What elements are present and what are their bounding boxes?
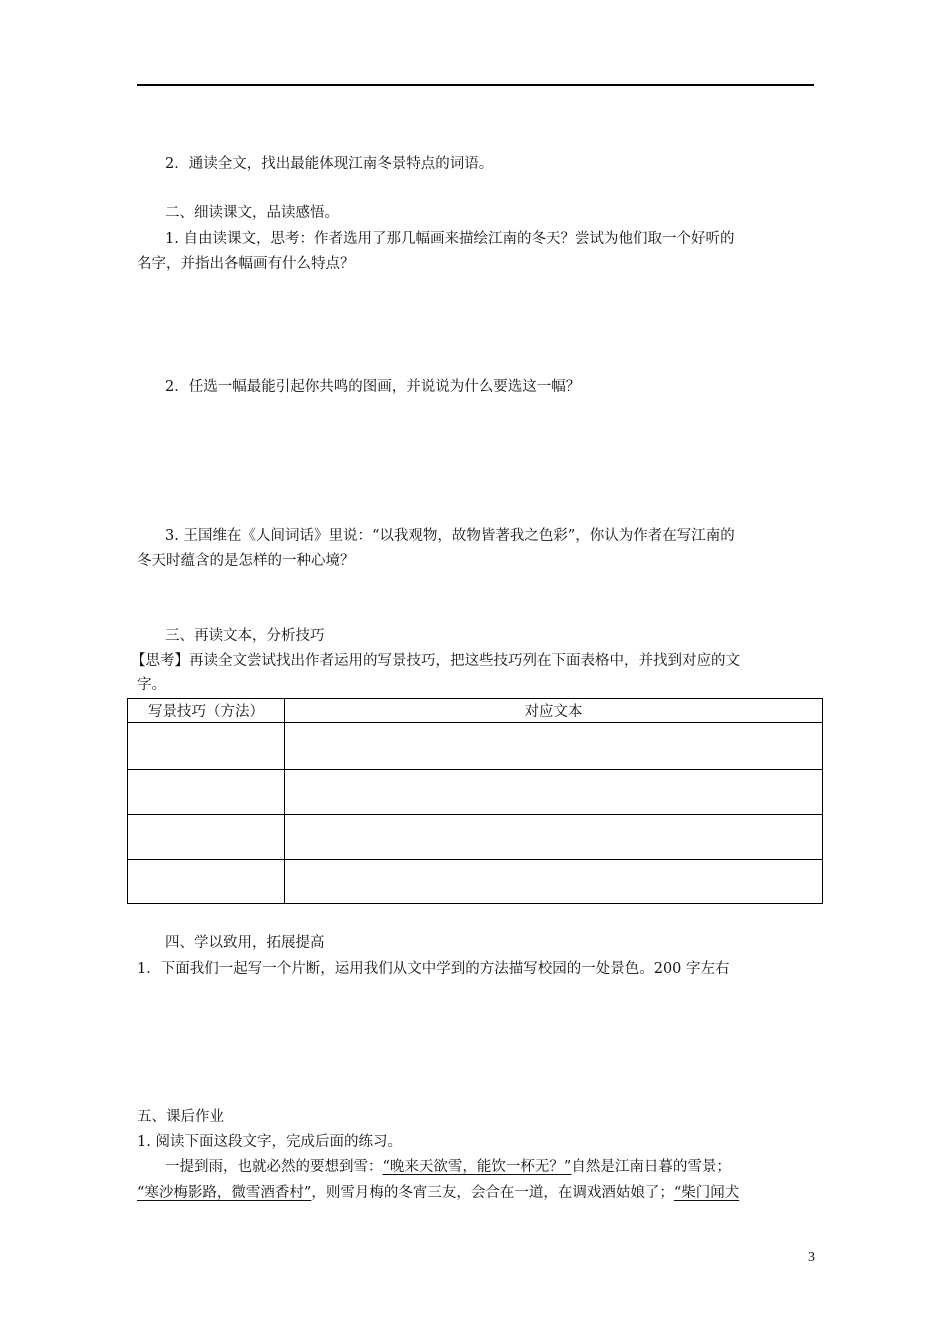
table-row	[128, 723, 823, 770]
page-number: 3	[808, 1250, 815, 1265]
section-3-heading: 三、再读文本，分析技巧	[165, 628, 325, 644]
technique-table	[127, 698, 823, 904]
think-prompt-line-2: 字。	[137, 677, 166, 693]
table-header-row	[128, 699, 823, 723]
table-cell-technique[interactable]	[128, 815, 285, 860]
section-2-question-3-line-2: 冬天时蕴含的是怎样的一种心境？	[137, 553, 355, 569]
section-2-question-2: 2．任选一幅最能引起你共鸣的图画，并说说为什么要选这一幅？	[165, 379, 581, 395]
table-cell-technique[interactable]	[128, 723, 285, 770]
table-row	[128, 815, 823, 860]
table-cell-text[interactable]	[285, 770, 823, 815]
section-5-question-1: 1. 阅读下面这段文字，完成后面的练习。	[137, 1134, 402, 1150]
section-2-question-1-line-1: 1. 自由读课文，思考：作者选用了那几幅画来描绘江南的冬天？尝试为他们取一个好听的	[165, 231, 735, 247]
table-cell-text[interactable]	[285, 860, 823, 904]
passage-quote-poem-3: “柴门闻犬	[673, 1185, 740, 1201]
section-2-question-3-line-1: 3. 王国维在《人间词话》里说：“以我观物，故物皆著我之色彩”，你认为作者在写江南的	[165, 528, 735, 544]
reading-passage-line-2	[137, 1184, 739, 1202]
section-2-heading: 二、细读课文，品读感悟。	[165, 205, 339, 221]
table-cell-text[interactable]	[285, 815, 823, 860]
passage-quote-poem-2: “寒沙梅影路，微雪酒香村”	[137, 1185, 312, 1201]
table-cell-technique[interactable]	[128, 770, 285, 815]
table-header-text: 对应文本	[285, 699, 823, 723]
header-rule	[137, 84, 814, 86]
table-row	[128, 860, 823, 904]
passage-quote-poem-1: “晚来天欲雪，能饮一杯无？”	[382, 1159, 572, 1175]
passage-text: 一提到雨，也就必然的要想到雪：	[165, 1159, 383, 1175]
section-4-question-1: 1．下面我们一起写一个片断，运用我们从文中学到的方法描写校园的一处景色。200 字左右	[137, 961, 730, 977]
passage-text: 自然是江南日暮的雪景；	[571, 1159, 731, 1175]
section-4-heading: 四、学以致用，拓展提高	[165, 935, 325, 951]
reading-passage-line-1	[165, 1158, 731, 1176]
think-prompt-line-1: 【思考】再读全文尝试找出作者运用的写景技巧，把这些技巧列在下面表格中，并找到对应的文	[131, 653, 740, 669]
passage-text: ，则雪月梅的冬宵三友，会合在一道，在调戏酒姑娘了；	[311, 1185, 674, 1201]
section-2-question-1-line-2: 名字，并指出各幅画有什么特点？	[137, 256, 355, 272]
table-cell-technique[interactable]	[128, 860, 285, 904]
table-row	[128, 770, 823, 815]
question-2-find-words: 2．通读全文，找出最能体现江南冬景特点的词语。	[165, 156, 494, 172]
table-header-technique: 写景技巧（方法）	[128, 699, 285, 723]
table-cell-text[interactable]	[285, 723, 823, 770]
section-5-heading: 五、课后作业	[137, 1109, 224, 1125]
